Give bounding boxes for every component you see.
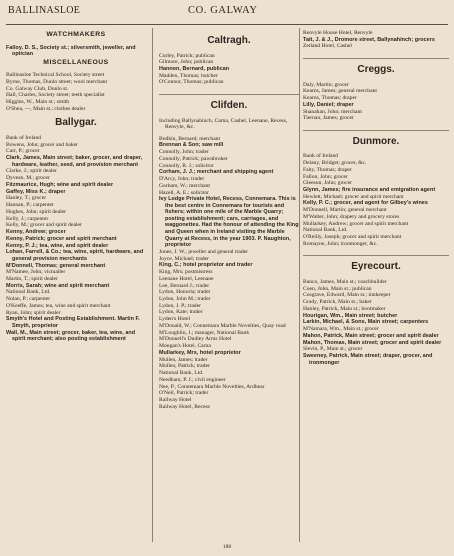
directory-entry: Hannan, P.; carpenter	[6, 202, 54, 209]
directory-entry: Romayne, John; ironmonger, &c.	[303, 240, 378, 247]
section-title-miscellaneous: MISCELLANEOUS	[43, 58, 109, 66]
directory-entry: Kearns, Thomas; draper	[303, 95, 357, 102]
directory-entry: Higgins, W., Main st.; smith	[6, 99, 70, 106]
section-title-caltragh: Caltragh.	[207, 35, 251, 46]
directory-entry: Mullen, James; trader	[159, 356, 208, 363]
directory-entry: Lydon, Kate; trader	[159, 309, 203, 316]
directory-entry: Byrne, Thomas, Dunlo street; wool merchant	[6, 78, 108, 85]
directory-entry: Curley, Patrick; publican	[159, 52, 215, 59]
directory-entry: Co. Galway Club, Dunlo st.	[6, 85, 69, 92]
directory-entry: O'Connor, Thomas; publican	[159, 79, 224, 86]
directory-entry: M'Donnell's Dudley Arms Hotel	[159, 336, 232, 343]
directory-entry: National Bank, Ltd.	[303, 227, 348, 234]
directory-entry: M'Donnell, Thomas; general merchant	[6, 262, 106, 269]
directory-entry: Nee, P., Connemara Marble Novelties, Ardbear	[159, 383, 265, 390]
directory-entry: Corham, J. J.; merchant and shipping agent	[159, 169, 274, 176]
directory-entry: King, C.; hotel proprietor and trader	[159, 262, 253, 269]
section-divider	[303, 58, 449, 59]
directory-entry: Clark, James, Main street; baker, grocer, and draper, hardware, leather, seed, and provision merchant	[6, 155, 143, 168]
directory-entry: Jones, J. W.; jeweller and general trader	[159, 248, 249, 255]
directory-entry: D'Arcy, John; trader	[159, 176, 205, 183]
directory-entry: Leenane Hotel, Leenane	[159, 275, 214, 282]
directory-entry: Glynn, James; fire insurance and emigration agent	[303, 187, 436, 193]
directory-entry: Bank of Ireland	[6, 134, 42, 141]
directory-entry: National Bank, Ltd.	[159, 370, 204, 377]
directory-entry: Mahon, Patrick, Main street; grocer and spirit dealer	[303, 332, 439, 339]
directory-entry: Carr, P.; grocer	[6, 148, 40, 155]
directory-entry: Railway Hotel	[159, 397, 192, 403]
directory-entry: M'Namara, Wm., Main st.; grocer	[303, 326, 379, 333]
directory-entry: Lydon, John M.; trader	[159, 295, 211, 302]
directory-entry: Daly, Martin; grocer	[303, 81, 349, 88]
directory-entry: Fallon, John; grocer	[303, 173, 348, 180]
directory-entry: Wall, M., Main street; grocer, baker, tea, wine, and spirit merchant; also posting establishment	[6, 329, 136, 343]
section-title-creggs: Creggs.	[357, 64, 395, 76]
directory-entry: O'Neil, Patrick; trader	[159, 390, 209, 397]
directory-entry: Mullen, Patrick; trader	[159, 363, 210, 370]
directory-entry: Banco, James, Main st.; coachbuilder	[303, 278, 387, 285]
header-rule	[6, 24, 448, 25]
column-middle	[159, 30, 299, 410]
directory-entry: Gaffey, Miss K.; draper	[6, 188, 66, 195]
section-divider	[159, 94, 299, 95]
directory-entry: Lohan, Farrell, & Co.; tea, wine, spirit, hardware, and general provision merchants	[6, 249, 144, 262]
directory-entry: Madden, Thomas; butcher	[159, 72, 218, 79]
directory-entry: Grady, Patrick, Main st.; baker	[303, 299, 372, 306]
directory-entry: Ballinasloe Technical School, Society street	[6, 72, 105, 79]
directory-entry: Mahon, Thomas, Main street; grocer and spirit dealer	[303, 339, 442, 346]
section-divider	[303, 255, 449, 256]
directory-entry: Ryan, John; spirit dealer	[6, 309, 61, 316]
header-county: CO. GALWAY	[188, 5, 258, 16]
directory-entry: Connolly, John; trader	[159, 149, 209, 156]
directory-entry: Hourigan, Wm., Main street; butcher	[303, 312, 398, 319]
directory-entry: O'Keeffe, James; tea, wine and spirit merchant	[6, 302, 111, 309]
directory-entry: Renvyle House Hotel, Renvyle	[303, 30, 373, 36]
directory-entry: Lydon, Honoria; trader	[159, 289, 211, 296]
directory-entry: Zetland Hotel, Cashel	[303, 43, 352, 50]
directory-entry: Tait, J. & J., Dromore street, Ballynahinch; grocers	[303, 36, 435, 43]
directory-entry: Ivy Lodge Private Hotel, Recess, Connemara. This is the best centre in Connemara for tourists and fishers; within one mile of the Marble Quarry; posting establishment; cars, carriages, and waggonettes. Had the honour of attending the King and Queen when in Ireland visiting the Marble Quarry at Recess, in the year 1903. P. Naughton, proprietor	[159, 196, 299, 249]
directory-entry: Lilly, Daniel; draper	[303, 101, 354, 108]
section-divider	[303, 130, 449, 131]
directory-entry: Gilmore, John; publican	[159, 59, 214, 66]
directory-entry: Bodkin, Bernard; merchant	[159, 135, 221, 142]
directory-entry: Dyvean, M.; grocer	[6, 175, 50, 182]
directory-entry: M'Loughlin, J.; manager, National Bank	[159, 329, 250, 336]
directory-entry: Mullarkey, Andrew; grocer and spirit merchant	[303, 220, 409, 227]
directory-entry: Nolan, P.; carpenter	[6, 296, 51, 303]
section-title-watchmakers: WATCHMAKERS	[46, 31, 106, 38]
column-right	[303, 30, 449, 366]
directory-entry: Tiernan, James; grocer	[303, 115, 354, 122]
column-divider	[152, 28, 153, 542]
column-left	[6, 30, 146, 343]
directory-entry: Kelly, M.; grocer and spirit dealer	[6, 222, 82, 229]
directory-entry: M'Walter, John; drapery and grocery stores	[303, 213, 400, 220]
directory-entry: Hanley, T.; grocer	[6, 195, 47, 202]
section-intro: Including Ballynahinch, Carna, Cashel, Leenane, Recess, Renvyle, &c.	[159, 117, 288, 131]
directory-entry: Connolly, Patrick; pawnbroker	[159, 155, 228, 162]
directory-entry: Coen, John, Main st.; publican	[303, 285, 372, 292]
page-header	[8, 5, 448, 19]
section-title-eyrecourt: Eyrecourt.	[351, 261, 401, 273]
directory-entry: Hall, Charles, Society street; teeth specialist	[6, 92, 105, 99]
directory-entry: King, Mrs; postmistress	[159, 269, 213, 276]
directory-entry: Hazell, A. E.; solicitor	[159, 189, 210, 196]
directory-entry: O'Shea, —, Main st.; clothes dealer	[6, 105, 86, 112]
directory-entry: Fitzmaurice, Hugh; wine and spirit dealer	[6, 181, 114, 188]
directory-entry: Kelly, P. C.; grocer, and agent for Gilbey's wines	[303, 200, 428, 207]
directory-entry: Lee, Bernard J.; trader	[159, 282, 210, 289]
directory-entry: Shanahan, John; merchant	[303, 108, 362, 115]
directory-entry: M'Donnell, Martin; general merchant	[303, 207, 387, 214]
directory-entry: Kenny, P. J.; tea, wine, and spirit dealer	[6, 242, 109, 249]
directory-entry: Cosgrave, Edward, Main st.; innkeeper	[303, 292, 391, 299]
directory-entry: Bowens, John; grocer and baker	[6, 141, 78, 148]
directory-entry: Sweeney, Patrick, Main street; draper, grocer, and ironmonger	[303, 353, 433, 366]
directory-entry: Martin, T.; spirit dealer	[6, 276, 58, 282]
directory-entry: Slevin, P., Main st.; grocer	[303, 346, 363, 353]
directory-entry: Kelly, J.; carpenter	[6, 215, 49, 222]
section-title-dunmore: Dunmore.	[352, 135, 400, 147]
directory-entry: Kenny, Patrick; grocer and spirit merchant	[6, 235, 117, 242]
directory-entry: Falloy, D. S., Society st.; silversmith, jeweller, and optician	[6, 44, 136, 58]
directory-entry: M'Namee, John; victualler	[6, 269, 66, 276]
directory-entry: Lyden's Hotel	[159, 316, 190, 323]
directory-entry: Clarke, J.; spirit dealer	[6, 168, 57, 175]
header-town: BALLINASLOE	[8, 5, 81, 16]
directory-entry: Needham, P. J.; civil engineer	[159, 376, 226, 383]
directory-entry: Morris, Sarah; wine and spirit merchant	[6, 282, 110, 289]
directory-entry: Kearns, James; general merchant	[303, 88, 377, 95]
directory-entry: Bank of Ireland	[303, 153, 339, 160]
column-divider	[299, 28, 300, 542]
directory-entry: Mongan's Hotel, Carna	[159, 343, 211, 350]
directory-entry: Hewlett, Michael; grocer and spirit merchant	[303, 193, 404, 200]
directory-entry: Hanley, Patrick, Main st.; bootmaker	[303, 305, 386, 312]
directory-entry: M'Donald, W.; Connemara Marble Novelties, Quay road	[159, 322, 286, 329]
page-number: 188	[222, 544, 232, 550]
directory-entry: Hannon, Bernard, publican	[159, 66, 230, 73]
directory-entry: Joyce, Michael; trader	[159, 255, 209, 262]
section-title-ballygar: Ballygar.	[55, 117, 97, 129]
directory-entry: Mullarkey, Mrs, hotel proprietor	[159, 349, 241, 356]
directory-entry: Connolly, R. J.; solicitor	[159, 162, 214, 169]
directory-entry: Fahy, Thomas; draper	[303, 166, 352, 173]
directory-entry: Kenny, Andrew; grocer	[6, 229, 66, 236]
directory-entry: Gleeson, John; grocer	[303, 180, 352, 187]
directory-entry: Smyth's Hotel and Posting Establishment. Martin F. Smyth, proprietor	[6, 316, 140, 329]
directory-entry: Delany, Bridget; grocer, &c.	[303, 160, 367, 167]
directory-entry: Gorham, W.; merchant	[159, 182, 210, 189]
directory-entry: National Bank, Ltd.	[6, 289, 51, 296]
directory-entry: Lydon, J. P.; trader	[159, 302, 201, 309]
directory-entry: O'Reilly, Joseph; grocer and spirit merchant	[303, 234, 402, 241]
section-title-clifden: Clifden.	[210, 100, 248, 112]
directory-entry: Larkin, Michael, & Sons, Main street; carpenters	[303, 319, 429, 326]
directory-entry: Brennan & Son; saw mill	[159, 142, 224, 149]
directory-entry: Railway Hotel, Recess	[159, 403, 210, 410]
directory-entry: Hughes, John; spirit dealer	[6, 208, 66, 215]
